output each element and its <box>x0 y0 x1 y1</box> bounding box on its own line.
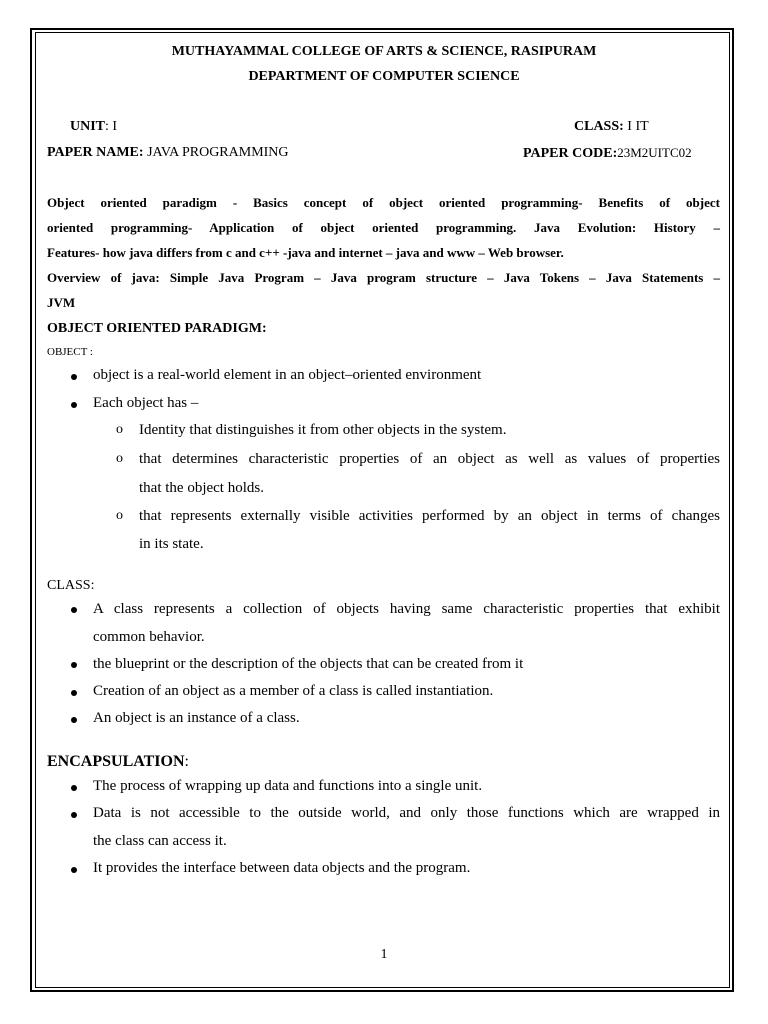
class-bullet: A class represents a collection of objects having same characteristic properties that exhibit <box>93 601 720 617</box>
encapsulation-heading-colon: : <box>184 753 189 770</box>
paper-code-label: PAPER CODE: <box>523 146 618 161</box>
bullet-icon <box>71 812 77 818</box>
unit-value: : I <box>105 119 118 134</box>
unit-field <box>70 119 117 135</box>
object-sub-item: that determines characteristic properties of an object as well as values of properties <box>139 451 720 467</box>
page-number: 1 <box>380 947 388 962</box>
paper-name-field <box>47 145 289 161</box>
syllabus-line: JVM <box>47 295 76 310</box>
circle-bullet-icon: o <box>116 422 123 437</box>
bullet-icon <box>71 867 77 873</box>
bullet-icon <box>71 662 77 668</box>
encapsulation-bullet: It provides the interface between data objects and the program. <box>93 860 471 876</box>
paper-code-value: 23M2UITC02 <box>617 145 692 160</box>
oop-heading: OBJECT ORIENTED PARADIGM: <box>47 321 267 336</box>
class-bullet: the blueprint or the description of the objects that can be created from it <box>93 656 524 672</box>
paper-code-field <box>523 145 692 162</box>
class-heading: CLASS: <box>47 578 95 593</box>
bullet-icon <box>71 785 77 791</box>
bullet-icon <box>71 690 77 696</box>
class-bullet-cont: common behavior. <box>93 629 205 645</box>
syllabus-line: Overview of java: Simple Java Program – Java program structure – Java Tokens – Java Statements – <box>47 270 720 285</box>
object-sub-item: that represents externally visible activities performed by an object in terms of changes <box>139 508 720 524</box>
syllabus-line: Object oriented paradigm - Basics concept of object oriented programming- Benefits of object <box>47 195 720 210</box>
class-label: CLASS: <box>574 119 624 134</box>
circle-bullet-icon: o <box>116 508 123 523</box>
unit-label: UNIT <box>70 119 106 134</box>
syllabus-line: oriented programming- Application of object oriented programming. Java Evolution: History – <box>47 220 720 235</box>
class-bullet: Creation of an object as a member of a class is called instantiation. <box>93 683 494 699</box>
syllabus-line: Features- how java differs from c and c++ -java and internet – java and www – Web browser. <box>47 245 564 260</box>
encapsulation-bullet: The process of wrapping up data and functions into a single unit. <box>93 778 483 794</box>
encapsulation-bullet: Data is not accessible to the outside world, and only those functions which are wrapped in <box>93 805 720 821</box>
object-bullet: Each object has – <box>93 395 199 411</box>
bullet-icon <box>71 402 77 408</box>
class-value: I IT <box>623 119 649 134</box>
paper-name-label: PAPER NAME: <box>47 145 144 160</box>
object-heading: OBJECT : <box>47 346 93 358</box>
object-sub-item: Identity that distinguishes it from other objects in the system. <box>139 422 507 438</box>
bullet-icon <box>71 717 77 723</box>
college-title: MUTHAYAMMAL COLLEGE OF ARTS & SCIENCE, RASIPURAM <box>171 44 597 59</box>
class-bullet: An object is an instance of a class. <box>93 710 300 726</box>
encapsulation-bullet-cont: the class can access it. <box>93 833 227 849</box>
object-sub-item-cont: in its state. <box>139 536 204 552</box>
circle-bullet-icon: o <box>116 451 123 466</box>
object-sub-item-cont: that the object holds. <box>139 480 264 496</box>
bullet-icon <box>71 374 77 380</box>
bullet-icon <box>71 607 77 613</box>
object-bullet: object is a real-world element in an object–oriented environment <box>93 367 482 383</box>
encapsulation-heading-text: ENCAPSULATION <box>47 753 185 770</box>
class-field <box>574 119 649 135</box>
paper-name-value: JAVA PROGRAMMING <box>143 145 289 160</box>
encapsulation-heading <box>47 753 189 771</box>
department-title: DEPARTMENT OF COMPUTER SCIENCE <box>248 69 520 84</box>
